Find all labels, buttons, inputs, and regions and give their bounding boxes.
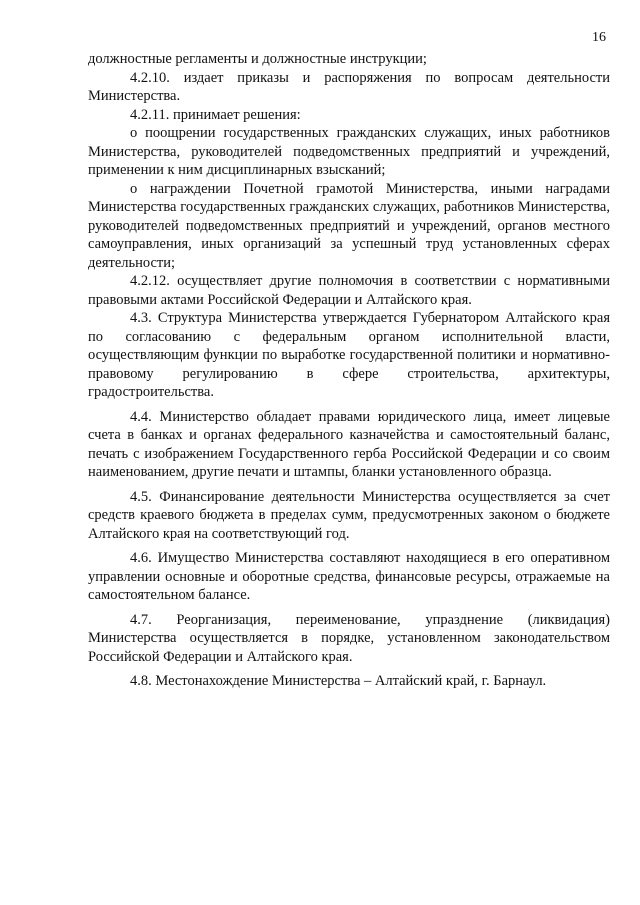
- page-number: 16: [592, 30, 606, 45]
- paragraph-job-regulations: должностные регламенты и должностные инструкции;: [88, 51, 427, 67]
- paragraph-4-4: 4.4. Министерство обладает правами юридического лица, имеет лицевые счета в банках и органах федерального казначейства и самостоятельный баланс, печать с изображением Государственного герба Российской Федерации и со своим наименованием, другие печати и штампы, бланки установленного образца.: [88, 408, 610, 480]
- paragraph-4-5: 4.5. Финансирование деятельности Министерства осуществляется за счет средств краевого бюджета в пределах сумм, предусмотренных законом о бюджете Алтайского края на соответствующий год.: [88, 488, 610, 542]
- paragraph-4-8: 4.8. Местонахождение Министерства – Алтайский край, г. Барнаул.: [130, 673, 547, 689]
- paragraph-incentives: о поощрении государственных гражданских служащих, иных работников Министерства, руководителей подведомственных предприятий и учреждений, применении к ним дисциплинарных взысканий;: [88, 125, 610, 178]
- document-body: [88, 50, 610, 691]
- paragraph-4-2-12: 4.2.12. осуществляет другие полномочия в соответствии с нормативными правовыми актами Российской Федерации и Алтайского края.: [88, 273, 610, 308]
- paragraph-4-7: 4.7. Реорганизация, переименование, упразднение (ликвидация) Министерства осуществляется в порядке, установленном законодательством Российской Федерации и Алтайского края.: [88, 611, 610, 665]
- paragraph-4-2-11: 4.2.11. принимает решения:: [130, 106, 301, 123]
- paragraph-4-2-10: 4.2.10. издает приказы и распоряжения по вопросам деятельности Министерства.: [88, 69, 610, 104]
- paragraph-4-6: 4.6. Имущество Министерства составляют находящиеся в его оперативном управлении основные и оборотные средства, финансовые ресурсы, отражаемые на самостоятельном балансе.: [88, 550, 610, 603]
- paragraph-awards: о награждении Почетной грамотой Министерства, иными наградами Министерства государственных гражданских служащих, работников Министерства, руководителей подведомственных предприятий и учреждений, органов местного самоуправления, иных организаций за успешный труд установленных сферах деятельности;: [88, 180, 610, 271]
- paragraph-4-3: 4.3. Структура Министерства утверждается Губернатором Алтайского края по согласованию с федеральным органом исполнительной власти, осуществляющим функции по выработке государственной политики и нормативно-правовому регулированию в сфере строительства, архитектуры, градостроительства.: [88, 310, 610, 400]
